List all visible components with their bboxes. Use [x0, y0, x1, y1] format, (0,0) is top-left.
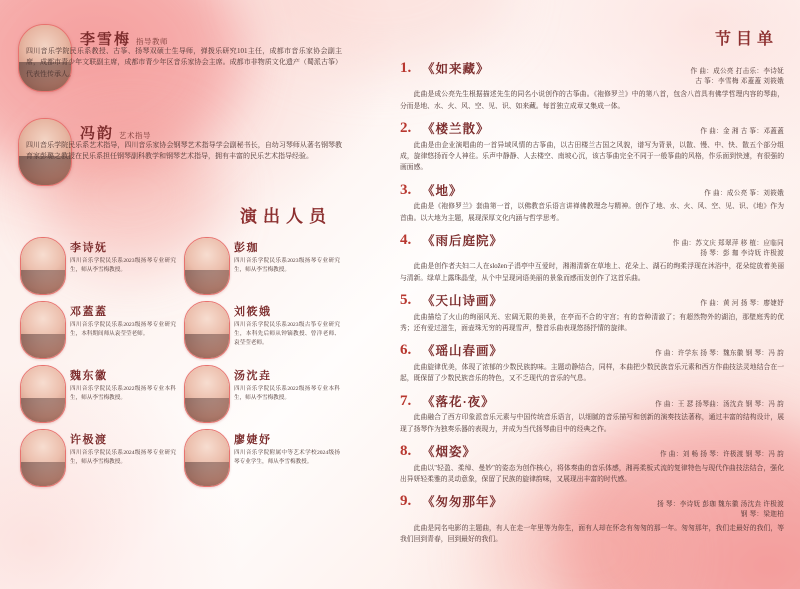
page-title: 节目单: [714, 31, 778, 48]
performer-name: 许极渡: [70, 434, 108, 446]
item-credits: [680, 67, 784, 87]
item-description: 此曲是由企业演唱曲的一首异域风情的古筝曲，以古田楼兰古国之风貌，谱写为背景，以散、慢、中、快、散五个部分组成，旋律悠扬而令人神往。乐声中静静、人去楼空、南坡心沉，该古筝曲完全不同于一般筝曲的风格，作乐面到快速，有很强的画面感。: [400, 141, 784, 172]
leader-bio: 四川音乐学院民乐系艺术指导，四川音乐家协会钢琴艺术指导学会副秘书长，自幼习琴师从著名钢琴教育家彭璐之教授在民乐系担任钢琴副科教学和钢琴艺术指导，拥有丰富的民乐艺术指导经验。: [26, 141, 342, 161]
item-description: 此曲旋律优美，体现了浓郁的少数民族韵味。主题动静结合，同样，本曲把少数民族音乐元素和西方作曲技法灵地结合在一起，既保留了少数民族音乐的特色，又不乏现代的音乐的气息。: [400, 363, 784, 383]
avatar: [184, 429, 230, 487]
item-description: 此曲是成公亮先生根据描述先生的同名小说创作的古筝曲。《袍修罗兰》中的第八首，包含八首具有佛学哲理内容的琴曲，分而是地、水、火、风、空、见、识、如来藏。每首独立成章又集成一体。: [400, 91, 784, 110]
performer-bio: 四川音乐学院民乐系2023级扬琴专业研究生，师从李雪梅教授。: [70, 258, 176, 273]
item-number: 8.: [400, 442, 412, 459]
item-number: 6.: [400, 342, 412, 359]
credit-line: 作 曲：金 湘 古 筝：邓蓋蓋: [700, 128, 784, 135]
item-credits: [690, 127, 784, 137]
credit-line: 作 曲：成公亮 筝：刘筱娥: [704, 189, 784, 197]
performer-name: 刘筱娥: [234, 306, 272, 318]
performers-grid: [18, 235, 348, 491]
program-item: [400, 291, 784, 334]
avatar: [20, 237, 66, 295]
leader-role: 指导教师: [136, 37, 169, 46]
program-item: [400, 442, 784, 485]
performer-card: [182, 427, 342, 489]
credit-line: 作 曲：苏文庆 郑翠萍 移 植：应临同: [672, 239, 784, 247]
item-number: 9.: [400, 493, 412, 510]
performers-section-title: 演出人员: [240, 207, 332, 226]
item-title: 《匆匆那年》: [422, 495, 504, 510]
performer-card: [18, 235, 178, 297]
credit-line: 作 曲：王 瑟 扬琴曲：汤沈垚 钢 琴：冯 韵: [655, 400, 784, 408]
performer-card: [18, 427, 178, 489]
item-title: 《楼兰散》: [422, 122, 490, 136]
item-credits: [650, 450, 784, 460]
avatar: [184, 237, 230, 295]
item-credits: [647, 500, 784, 520]
credit-line: 作 曲：成公亮 打击乐：李诗妩: [690, 68, 784, 75]
item-credits: [694, 189, 784, 199]
performer-card: [18, 299, 178, 361]
item-description: 此曲是创作者夫妇二人在složen子涓亭中互爱时，湘湘清新在草地上、花朵上、湖石的绚柔浮现在沐浴中，花朵绽放着美丽与清新。绿草上露珠晶莹，从个中呈现词语美丽的景象而感而发创作了这首乐曲。: [400, 263, 784, 282]
item-number: 1.: [400, 60, 412, 76]
item-title: 《烟姿》: [422, 444, 477, 459]
program-item: [400, 119, 784, 174]
program-item: [400, 392, 784, 435]
item-description: 此曲融合了西方印象派音乐元素与中国传统音乐语言，以细腻的音乐描写和创新的演奏技法著称，通过丰富的结构设计，展现了扬琴作为独奏乐器的表现力，并成为当代扬琴曲目中的经典之作。: [400, 414, 784, 433]
credit-line: 钢 琴：梁迦柏: [740, 511, 784, 519]
leader-name: 冯韵: [80, 126, 115, 142]
credit-line: 扬 琴：彭 珈 李诗妩 许极渡: [700, 250, 784, 258]
item-description: 此曲是同名电影的主题曲，有人在走一年里等为你生，面有人却在怀念有匆匆的那一年。匆匆那年，我们走最好的我们，等我们回到青春，回到最好的我们。: [400, 524, 784, 543]
item-title: 《雨后庭院》: [422, 233, 504, 248]
program-item: [400, 341, 784, 384]
leader-name: 李雪梅: [80, 32, 132, 48]
avatar: [20, 429, 66, 487]
item-number: 5.: [400, 291, 412, 308]
program-item: [400, 492, 784, 545]
leader-role: 艺术指导: [119, 131, 152, 140]
credit-line: 扬 琴：李诗妩 彭珈 魏东徽 汤沈垚 许极渡: [657, 501, 784, 509]
avatar: [184, 301, 230, 359]
item-title: 《瑶山春画》: [422, 344, 504, 359]
item-title: 《落花·夜》: [422, 394, 495, 409]
performer-card: [182, 363, 342, 425]
performer-bio: 四川音乐学院附属中等艺术学校2024级扬琴专业学生，师从李雪梅教授。: [234, 450, 340, 465]
performer-bio: 四川音乐学院民乐系2023级扬琴专业研究生，本科期间师从袁莹莹老师。: [70, 322, 176, 337]
item-description: 此曲描绘了火山的绚丽风光、宏阔无限的美景，在亭而不合的守宫；有的音种清澈了；有超然物外的湖泊，那壁庭秀的优秀；还有爱过滋生，面壶珠无穷的再现雪声，整首乐曲表现悠扬抒情的旋律。: [400, 313, 784, 332]
credit-line: 作 曲：许学东 扬 琴：魏东徽 钢 琴：冯 韵: [655, 350, 784, 358]
leader-entry: [18, 24, 348, 98]
item-number: 4.: [400, 231, 412, 248]
item-credits: [645, 400, 784, 410]
item-number: 7.: [400, 392, 412, 409]
credit-line: 古 筝：李雪梅 邓蓋蓋 刘筱娥: [695, 78, 784, 86]
performer-name: 邓蓋蓋: [70, 306, 108, 318]
item-credits: [663, 239, 784, 259]
leader-bio: 四川音乐学院民乐系教授、古筝、扬琴双硕士生导师，弹拨乐研究101主任，成都市音乐家协会副主席，成都市青少年文联副主席，成都市青少年区音乐家协会主席。成都市非物质文化遗产（蜀派古筝）代表性传承人。: [26, 47, 342, 78]
avatar: [184, 365, 230, 423]
avatar: [20, 365, 66, 423]
credit-line: 作 曲：刘 畅 扬 琴：许极渡 钢 琴：冯 韵: [660, 450, 784, 458]
item-title: 《如来藏》: [422, 62, 490, 76]
performer-bio: 四川音乐学院民乐系2023级古筝专业研究生，本科先后师从钟镝教授、曾洋老师、袁莹莹老师。: [234, 322, 340, 346]
item-credits: [645, 349, 784, 359]
item-number: 3.: [400, 181, 412, 198]
performer-card: [182, 235, 342, 297]
item-description: 此曲是《袍修罗兰》套曲第一首，以佛教音乐语言讲禅佛教理念与精神。创作了地、水、火、风、空、见、识、《地》作为首曲。以大地为主题，展现深厚文化内涵与哲学思考。: [400, 203, 784, 222]
item-number: 2.: [400, 120, 412, 136]
performer-card: [18, 363, 178, 425]
credit-line: 作 曲：黄 河 扬 琴：廖婕妤: [700, 299, 784, 307]
performer-bio: 四川音乐学院民乐系2023级扬琴专业研究生，师从李雪梅教授。: [234, 258, 340, 273]
performer-name: 魏东徽: [70, 370, 108, 382]
item-title: 《地》: [422, 183, 463, 198]
performer-name: 李诗妩: [70, 242, 108, 254]
performer-bio: 四川音乐学院民乐系2024级扬琴专业研究生，师从李雪梅教授。: [70, 450, 176, 465]
performer-name: 彭珈: [234, 242, 259, 254]
performer-bio: 四川音乐学院民乐系2022级扬琴专业本科生，师从李雪梅教授。: [70, 386, 176, 401]
program-column: [400, 26, 784, 552]
performer-name: 廖婕妤: [234, 434, 272, 446]
leader-entry: [18, 118, 348, 192]
performer-card: [182, 299, 342, 361]
program-item: [400, 181, 784, 224]
performer-name: 汤沈垚: [234, 370, 272, 382]
program-item: [400, 59, 784, 112]
item-title: 《天山诗画》: [422, 293, 504, 308]
performer-bio: 四川音乐学院民乐系2022级扬琴专业本科生，师从李雪梅教授。: [234, 386, 340, 401]
program-item: [400, 231, 784, 284]
item-description: 此曲以"轻盈、柔绰、曼妙"的姿态为创作核心，将体奏曲的音乐体感，湘再柔板式流的复律特色与现代作曲技法结合，强化出异妍轻柔雅的灵动意象，保留了民族的旋律韵味，又展现出丰富的时代感。: [400, 464, 784, 483]
staff-column: [18, 24, 348, 569]
avatar: [20, 301, 66, 359]
item-credits: [690, 299, 784, 309]
